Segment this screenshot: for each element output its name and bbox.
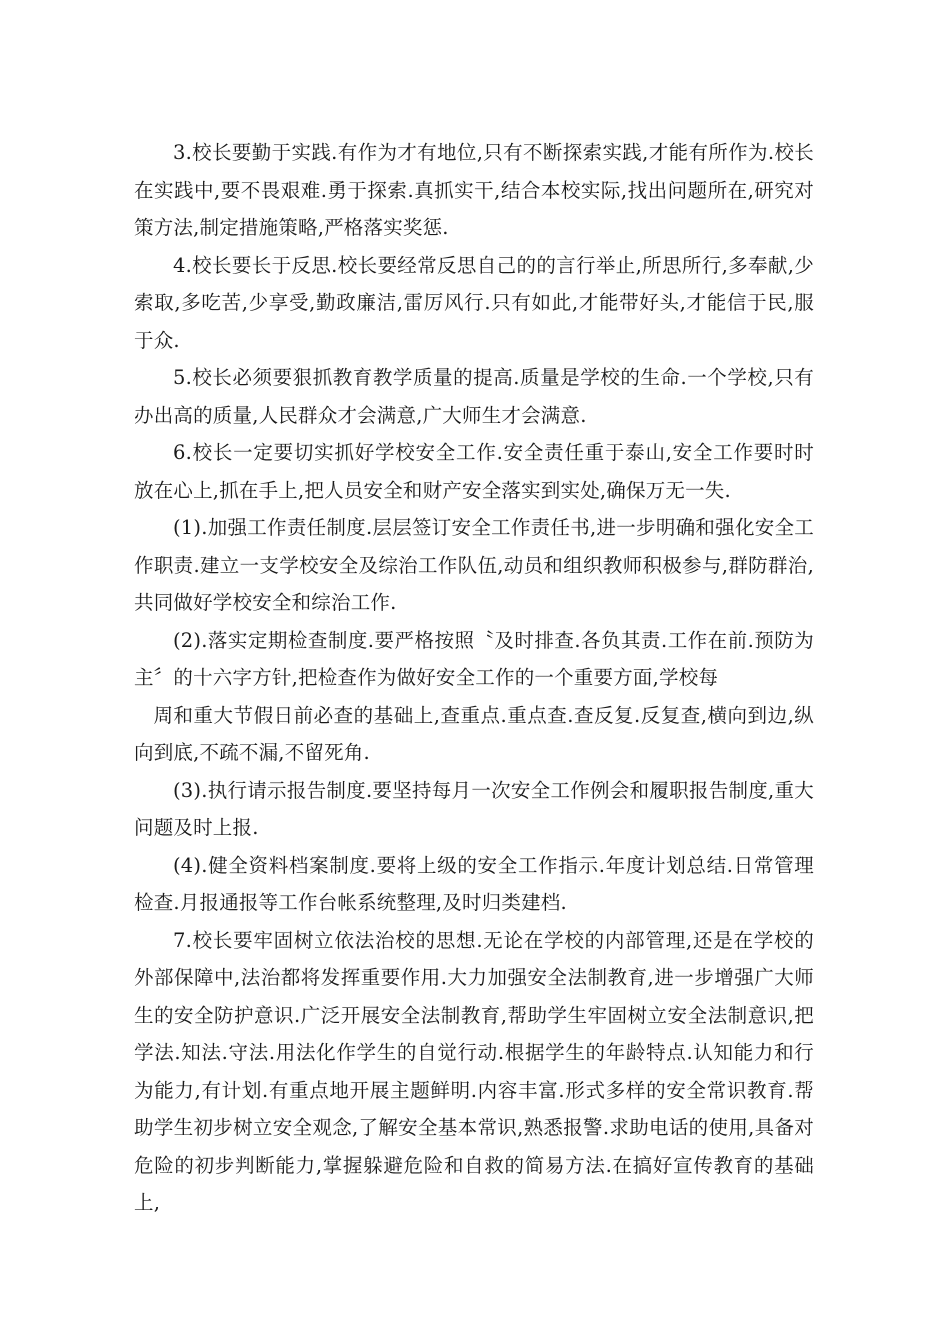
paragraph-reflection: 4.校长要长于反思.校长要经常反思自己的的言行举止,所思所行,多奉献,少索取,多吃苦,少享受,勤政廉洁,雷厉风行.只有如此,才能带好头,才能信于民,服于众. [134, 253, 814, 352]
paragraph-quality: 5.校长必须要狠抓教育教学质量的提高.质量是学校的生命.一个学校,只有办出高的质量,人民群众才会满意,广大师生才会满意. [134, 366, 814, 427]
paragraph-safety-item-1: (1).加强工作责任制度.层层签订安全工作责任书,进一步明确和强化安全工作职责.建立一支学校安全及综治工作队伍,动员和组织教师积极参与,群防群治,共同做好学校安全和综治工作. [134, 516, 814, 614]
paragraph-safety-item-2-continued: 周和重大节假日前必查的基础上,查重点.重点查.查反复.反复查,横向到边,纵向到底,不疏不漏,不留死角. [134, 703, 814, 764]
paragraph-safety-item-4: (4).健全资料档案制度.要将上级的安全工作指示.年度计划总结.日常管理检查.月报通报等工作台帐系统整理,及时归类建档. [134, 853, 814, 914]
document-body [134, 134, 814, 1222]
paragraph-safety-item-3: (3).执行请示报告制度.要坚持每月一次安全工作例会和履职报告制度,重大问题及时上报. [134, 778, 814, 839]
paragraph-safety-item-2: (2).落实定期检查制度.要严格按照〝及时排查.各负其责.工作在前.预防为主〞的十六字方针,把检查作为做好安全工作的一个重要方面,学校每 [134, 628, 814, 689]
paragraph-practice: 3.校长要勤于实践.有作为才有地位,只有不断探索实践,才能有所作为.校长在实践中,要不畏艰难.勇于探索.真抓实干,结合本校实际,找出问题所在,研究对策方法,制定措施策略,严格落实奖惩. [134, 141, 814, 239]
paragraph-safety: 6.校长一定要切实抓好学校安全工作.安全责任重于泰山,安全工作要时时放在心上,抓在手上,把人员安全和财产安全落实到实处,确保万无一失. [134, 441, 814, 502]
paragraph-rule-of-law: 7.校长要牢固树立依法治校的思想.无论在学校的内部管理,还是在学校的外部保障中,法治都将发挥重要作用.大力加强安全法制教育,进一步增强广大师生的安全防护意识.广泛开展安全法制教育,帮助学生牢固树立安全法制意识,把学法.知法.守法.用法化作学生的自觉行动.根据学生的年龄特点.认知能力和行为能力,有计划.有重点地开展主题鲜明.内容丰富.形式多样的安全常识教育.帮助学生初步树立安全观念,了解安全基本常识,熟悉报警.求助电话的使用,具备对危险的初步判断能力,掌握躲避危险和自救的简易方法.在搞好宣传教育的基础上, [134, 928, 814, 1214]
